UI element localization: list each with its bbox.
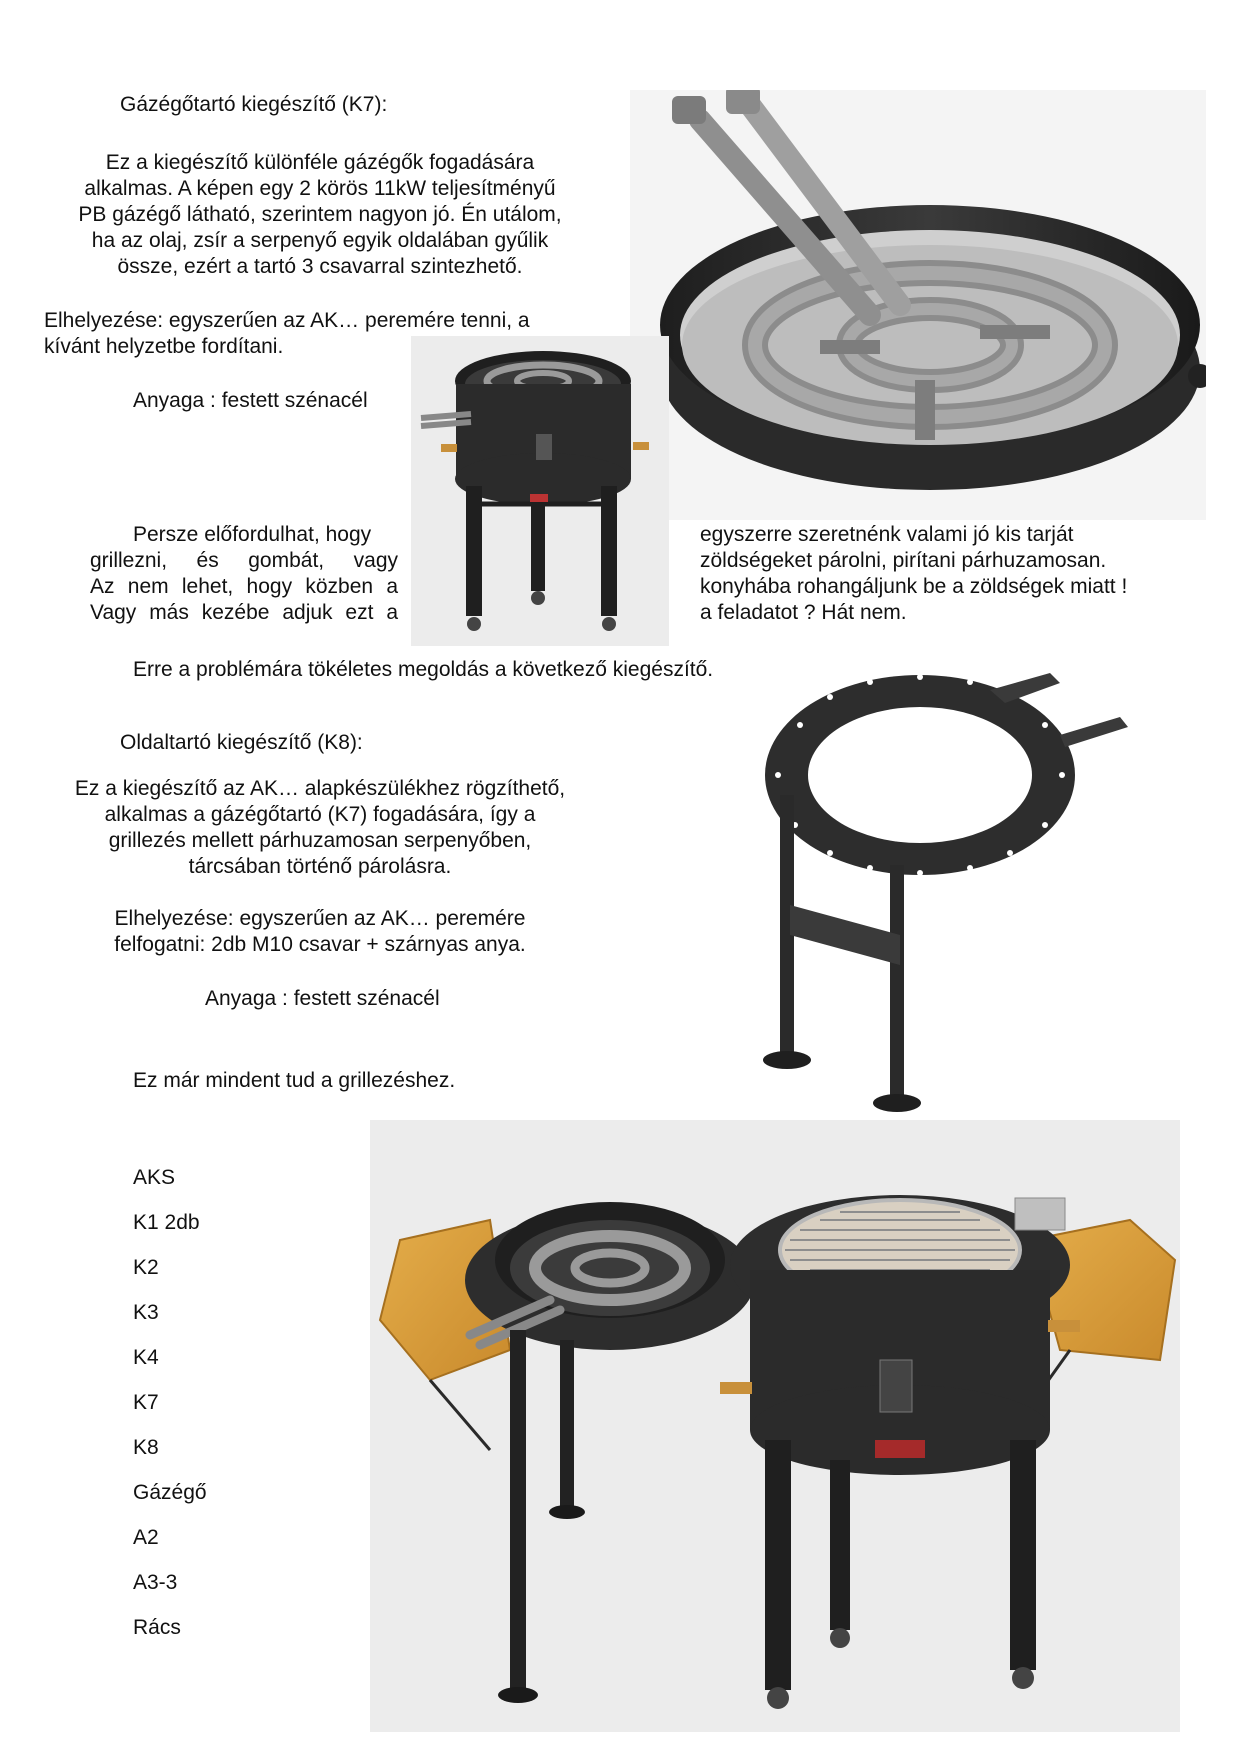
parts-list-item: K7 (133, 1391, 159, 1414)
k7-desc-line: ha az olaj, zsír a serpenyő egyik oldalában gyűlik (91, 229, 549, 252)
story-right-line: egyszerre szeretnénk valami jó kis tarját (700, 523, 1074, 546)
k8-desc-line: grillezés mellett párhuzamosan serpenyőben, (108, 829, 532, 852)
story-left-line: grillezni, és gombát, vagy (90, 549, 398, 572)
k8-placement-line: Elhelyezése: egyszerűen az AK… peremére (114, 907, 526, 930)
parts-list-item: K4 (133, 1346, 159, 1369)
k7-placement-line: Elhelyezése: egyszerűen az AK… peremére tenni, a (44, 309, 530, 332)
k8-desc-line: alkalmas a gázégőtartó (K7) fogadására, így a (104, 803, 536, 826)
story-left-line: Vagy más kezébe adjuk ezt a (90, 601, 398, 624)
k8-description (30, 776, 610, 880)
k8-side-holder-render (760, 665, 1150, 1125)
k7-desc-line: össze, ezért a tartó 3 csavarral szintezhető. (117, 255, 523, 278)
k8-title: Oldaltartó kiegészítő (K8): (120, 731, 363, 754)
summary-text: Ez már mindent tud a grillezéshez. (133, 1069, 456, 1092)
k8-desc-line: Ez a kiegészítő az AK… alapkészülékhez rögzíthető, (74, 777, 566, 800)
k7-desc-line: Ez a kiegészítő különféle gázégők fogadására (105, 151, 535, 174)
story-solution: Erre a problémára tökéletes megoldás a következő kiegészítő. (133, 658, 714, 681)
k7-placement-line: kívánt helyzetbe fordítani. (44, 335, 284, 358)
story-right-line: a feladatot ? Hát nem. (700, 601, 907, 624)
parts-list-item: K1 2db (133, 1211, 200, 1234)
story-right-line: konyhába rohangáljunk be a zöldségek miatt ! (700, 575, 1128, 598)
parts-list-item: K8 (133, 1436, 159, 1459)
k8-desc-line: tárcsában történő párolásra. (188, 855, 452, 878)
parts-list (133, 1155, 207, 1650)
story-right-column (700, 522, 1127, 626)
full-assembly-render (370, 1120, 1180, 1732)
k7-desc-line: PB gázégő látható, szerintem nagyon jó. Én utálom, (78, 203, 562, 226)
story-right-line: zöldségeket párolni, pirítani párhuzamosan. (700, 549, 1107, 572)
story-left-line: Persze előfordulhat, hogy (133, 523, 372, 546)
parts-list-item: AKS (133, 1166, 176, 1189)
parts-list-item: K3 (133, 1301, 159, 1324)
k7-material: Anyaga : festett szénacél (133, 389, 368, 412)
k7-desc-line: alkalmas. A képen egy 2 körös 11kW teljesítményű (84, 177, 556, 200)
k8-material: Anyaga : festett szénacél (205, 987, 440, 1010)
story-left-line: Az nem lehet, hogy közben a (90, 575, 398, 598)
k8-placement (30, 906, 610, 958)
k7-burner-holder-render (630, 90, 1206, 520)
parts-list-item: A2 (133, 1526, 159, 1549)
story-left-column (90, 522, 398, 626)
k8-placement-line: felfogatni: 2db M10 csavar + szárnyas anya. (114, 933, 526, 956)
parts-list-item: Gázégő (133, 1481, 207, 1504)
parts-list-item: K2 (133, 1256, 159, 1279)
k7-description (40, 150, 600, 280)
k7-title: Gázégőtartó kiegészítő (K7): (120, 93, 388, 116)
grill-with-k7-render (411, 336, 669, 646)
parts-list-item: A3-3 (133, 1571, 178, 1594)
parts-list-item: Rács (133, 1616, 181, 1639)
